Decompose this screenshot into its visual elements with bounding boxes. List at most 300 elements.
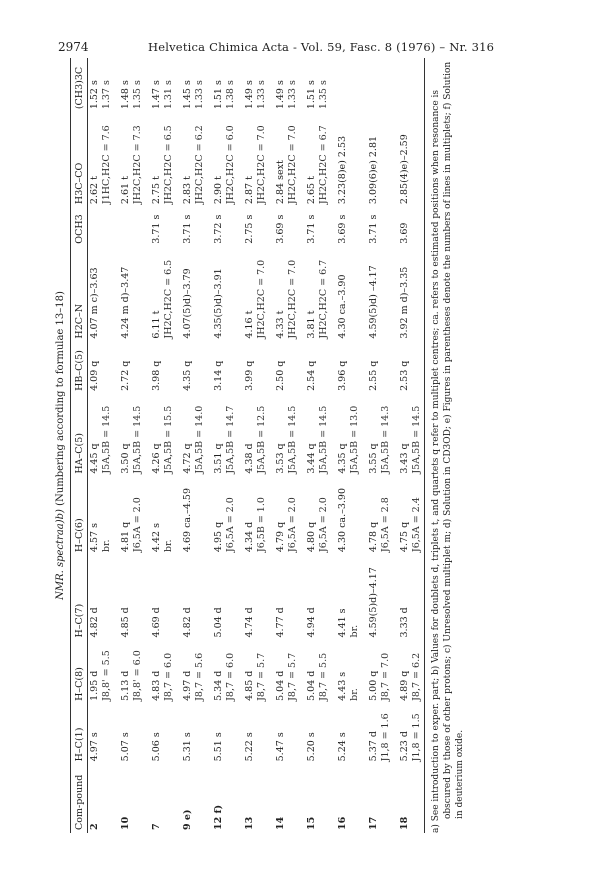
cell-value: 4.26 q (151, 443, 162, 474)
cell-value: 17 (368, 816, 379, 830)
table-cell (88, 207, 115, 247)
table-cell (238, 342, 269, 394)
cell-subvalue: JH2C,H2C = 6.7 (318, 259, 329, 339)
table-cell (393, 641, 425, 704)
table-cell (393, 555, 425, 640)
table-cell (269, 555, 300, 640)
cell-subvalue (194, 210, 206, 244)
table-cell (331, 342, 362, 394)
table-cell (88, 58, 115, 112)
table-cell (393, 247, 425, 342)
cell-subvalue (120, 210, 132, 244)
cell-subvalue: J6,5A = 2.0 (132, 497, 143, 553)
cell-value: 3.71 s (182, 214, 193, 244)
cell-subvalue: J8,7 = 5.7 (287, 652, 298, 701)
cell-subvalue (318, 767, 330, 830)
cell-subvalue (318, 345, 330, 391)
table-cell (176, 247, 207, 342)
table-cell (393, 207, 425, 247)
cell-value: 2 (89, 823, 100, 830)
cell-subvalue (101, 250, 113, 339)
cell-value: 4.43 s (337, 671, 348, 701)
table-cell (393, 112, 425, 207)
cell-subvalue (132, 707, 144, 761)
cell-subvalue: J5A,5B = 14.5 (132, 405, 143, 474)
column-header: HB–C(5) (74, 350, 85, 391)
cell-subvalue (132, 558, 144, 637)
cell-value: 4.35(5)d)–3.91 (213, 268, 224, 339)
cell-value: 4.82 d (89, 607, 100, 638)
cell-value: 4.38 d (244, 443, 255, 474)
table-cell (176, 58, 207, 112)
table-cell (176, 394, 207, 477)
cell-subvalue: J6,5A = 2.0 (287, 497, 298, 553)
table-cell (331, 58, 362, 112)
cell-value: 4.30 ca.–3.90 (337, 488, 348, 553)
cell-subvalue: JH2C,H2C = 7.0 (287, 259, 298, 339)
cell-subvalue (194, 558, 206, 637)
cell-subvalue (132, 767, 144, 830)
table-cell (362, 342, 393, 394)
table-cell (207, 477, 238, 555)
cell-subvalue: J8,7 = 5.5 (318, 652, 329, 701)
table-cell (331, 394, 362, 477)
table-cell (362, 394, 393, 477)
cell-subvalue: J6,5A = 2.8 (380, 497, 391, 553)
cell-subvalue: JH2C,H2C = 6.5 (163, 125, 174, 205)
table-cell (207, 112, 238, 207)
cell-subvalue: br. (349, 624, 360, 638)
cell-subvalue: J5A,5B = 15.5 (163, 405, 174, 474)
cell-value: 5.24 s (337, 732, 348, 762)
table-cell (362, 207, 393, 247)
table-cell (176, 477, 207, 555)
table-cell (114, 58, 145, 112)
cell-subvalue (349, 707, 361, 761)
cell-subvalue (318, 558, 330, 637)
cell-value: 4.07 m c)–3.63 (89, 267, 100, 339)
cell-subvalue (349, 480, 361, 552)
table-cell (114, 247, 145, 342)
table-cell (362, 555, 393, 640)
table-cell (269, 207, 300, 247)
cell-value: 1.47 s (151, 80, 162, 110)
cell-subvalue: J5A,5B = 12.5 (256, 405, 267, 474)
cell-subvalue: br. (349, 688, 360, 701)
cell-subvalue: 1.35 s (132, 80, 143, 110)
table-caption (55, 58, 66, 833)
cell-subvalue: J1,8 = 1.5 (411, 713, 422, 762)
cell-subvalue: J5A,5B = 14.5 (101, 405, 112, 474)
cell-value: 6.11 t (151, 310, 162, 339)
table-cell (176, 641, 207, 704)
table-cell (145, 641, 176, 704)
table-cell (300, 207, 331, 247)
cell-value: 4.35 q (182, 360, 193, 391)
cell-subvalue: J6,5A = 2.4 (411, 497, 422, 553)
table-cell (88, 394, 115, 477)
cell-subvalue: J5A,5B = 14.5 (287, 405, 298, 474)
table-cell (269, 394, 300, 477)
cell-subvalue: 1.33 s (194, 80, 205, 110)
table-cell (300, 58, 331, 112)
cell-value: 5.00 q (368, 670, 379, 701)
cell-subvalue (225, 210, 237, 244)
cell-value: 2.72 q (120, 360, 131, 391)
table-cell (207, 58, 238, 112)
cell-value: 3.98 q (151, 360, 162, 391)
table-cell (88, 641, 115, 704)
table-cell (393, 477, 425, 555)
cell-subvalue (101, 345, 113, 391)
cell-subvalue: JH2C,H2C = 6.0 (225, 125, 236, 205)
table-cell (145, 477, 176, 555)
cell-value: 3.55 q (368, 443, 379, 474)
cell-subvalue: J8,7 = 6.2 (411, 652, 422, 701)
cell-value: 3.71 s (151, 214, 162, 244)
table-cell (238, 207, 269, 247)
cell-value: 4.69 d (151, 607, 162, 638)
table-cell (393, 342, 425, 394)
table-cell (207, 764, 238, 833)
table-cell (362, 641, 393, 704)
cell-value: 4.09 q (89, 360, 100, 391)
cell-value: 3.92 m d)–3.35 (399, 266, 410, 339)
page-number: 2974 (58, 40, 89, 54)
cell-value: 3.71 s (306, 214, 317, 244)
cell-subvalue (411, 210, 423, 244)
table-cell (114, 764, 145, 833)
cell-subvalue (337, 61, 349, 109)
cell-value: 4.83 d (151, 670, 162, 701)
cell-subvalue (256, 767, 268, 830)
cell-subvalue: J1HC,H2C = 7.6 (101, 125, 112, 205)
cell-subvalue (411, 558, 423, 637)
table-cell (114, 207, 145, 247)
table-cell (300, 112, 331, 207)
cell-subvalue: J8,7 = 5.6 (194, 652, 205, 701)
running-head: Helvetica Chimica Acta - Vol. 59, Fasc. 8 (1976) – Nr. 316 (148, 40, 495, 54)
cell-value: 12 f) (213, 804, 224, 830)
cell-subvalue (194, 767, 206, 830)
cell-value: 2.50 q (275, 360, 286, 391)
cell-value: 1.45 s (182, 80, 193, 110)
cell-subvalue (194, 707, 206, 761)
column-header: H2C–N (74, 303, 85, 339)
cell-value: 5.34 d (213, 670, 224, 701)
table-cell (362, 704, 393, 764)
table-cell (362, 764, 393, 833)
cell-value: 4.35 q (337, 443, 348, 474)
table-cell (207, 342, 238, 394)
cell-value: 1.95 d (89, 670, 100, 701)
cell-value: 15 (306, 816, 317, 830)
cell-value: 3.51 q (213, 443, 224, 474)
table-cell (269, 247, 300, 342)
cell-value: 2.85(4)e)–2.59 (399, 134, 410, 205)
cell-subvalue: JH2C,H2C = 7.0 (287, 125, 298, 205)
table-cell (176, 704, 207, 764)
cell-value: 3.50 q (120, 443, 131, 474)
cell-subvalue (399, 61, 411, 109)
cell-value: 2.55 q (368, 360, 379, 391)
cell-value: 2.65 t (306, 176, 317, 205)
cell-value: 2.54 q (306, 360, 317, 391)
cell-value: 9 e) (182, 809, 193, 830)
cell-value: 10 (120, 816, 131, 830)
cell-value: 1.51 s (306, 80, 317, 110)
cell-subvalue: J8,8' = 6.0 (132, 650, 143, 701)
cell-value: 4.33 t (275, 310, 286, 339)
table-cell (207, 207, 238, 247)
cell-subvalue (89, 210, 101, 244)
cell-value: 4.45 q (89, 443, 100, 474)
cell-subvalue: 1.31 s (163, 80, 174, 110)
table-row (300, 58, 331, 833)
cell-subvalue: J6,5A = 2.0 (318, 497, 329, 553)
table-cell (269, 477, 300, 555)
table-row (88, 58, 115, 833)
cell-value: 4.30 ca.–3.90 (337, 274, 348, 339)
cell-value: 4.59(5)d)–4.17 (368, 567, 379, 638)
table-body (88, 58, 425, 833)
table-cell (269, 342, 300, 394)
cell-value: 3.09(6)e) 2.81 (368, 135, 379, 205)
cell-subvalue (287, 707, 299, 761)
cell-subvalue: J8,7 = 5.7 (256, 652, 267, 701)
table-cell (300, 764, 331, 833)
table-cell (145, 394, 176, 477)
cell-subvalue (101, 767, 113, 830)
table-cell (145, 112, 176, 207)
table-cell (145, 704, 176, 764)
table-cell (88, 112, 115, 207)
cell-value: 4.78 q (368, 521, 379, 553)
cell-subvalue (318, 210, 330, 244)
cell-value: 3.43 q (399, 443, 410, 474)
cell-value: 5.31 s (182, 732, 193, 762)
table-footnotes: a) See introduction to exper. part; b) Values for doublets d, triplets t, and quartets q refer to multiplet centres; ca. refers to estimated positions when resonance is obscured by those of other protons; c) Unresolved multiplet m; d) Solution in CD3OD; e) Figures in parentheses denote the numbers of lines in multiplets; f) Solution in deuterium oxide. (431, 61, 465, 833)
cell-subvalue (368, 61, 380, 109)
cell-subvalue (411, 767, 423, 830)
cell-value: 3.99 q (244, 360, 255, 391)
table-cell (362, 112, 393, 207)
cell-subvalue (318, 707, 330, 761)
cell-subvalue (411, 250, 423, 339)
cell-value: 5.06 s (151, 732, 162, 762)
cell-value: 3.69 (399, 222, 410, 244)
cell-subvalue (380, 210, 392, 244)
cell-subvalue (225, 345, 237, 391)
table-cell (238, 555, 269, 640)
cell-value: 4.16 t (244, 310, 255, 339)
cell-value: 4.94 d (306, 607, 317, 638)
cell-subvalue: br. (101, 539, 112, 553)
cell-subvalue: J8,7 = 7.0 (380, 652, 391, 701)
cell-subvalue (287, 345, 299, 391)
cell-value: 2.83 t (182, 176, 193, 205)
table-cell (300, 704, 331, 764)
cell-value: 4.75 q (399, 521, 410, 553)
cell-value: 3.53 q (275, 443, 286, 474)
table-cell (300, 477, 331, 555)
cell-value: 5.23 d (399, 731, 410, 762)
cell-subvalue (101, 707, 113, 761)
table-cell (114, 555, 145, 640)
cell-value: 4.81 q (120, 521, 131, 553)
cell-value: 4.59(5)d) –4.17 (368, 265, 379, 339)
cell-value: 3.14 q (213, 360, 224, 391)
table-cell (207, 704, 238, 764)
table-cell (269, 641, 300, 704)
cell-subvalue (349, 115, 361, 204)
table-cell (331, 555, 362, 640)
table-cell (331, 764, 362, 833)
cell-subvalue: JH2C,H2C = 6.2 (194, 125, 205, 205)
cell-subvalue (163, 558, 175, 637)
cell-value: 3.72 s (213, 214, 224, 244)
cell-subvalue: 1.38 s (225, 80, 236, 110)
table-cell (393, 764, 425, 833)
cell-subvalue (225, 250, 237, 339)
table-cell (269, 704, 300, 764)
cell-value: 5.07 s (120, 732, 131, 762)
caption-title: NMR. spectraa)b) (55, 509, 66, 600)
cell-value: 4.24 m d)–3.47 (120, 266, 131, 339)
cell-value: 4.74 d (244, 607, 255, 638)
cell-subvalue (380, 250, 392, 339)
cell-subvalue: JH2C,H2C = 7.0 (256, 125, 267, 205)
table-cell (145, 247, 176, 342)
column-header: H3C–CO (74, 162, 85, 205)
table-cell (238, 764, 269, 833)
cell-value: 3.33 d (399, 607, 410, 638)
cell-subvalue: J8,7 = 6.0 (225, 652, 236, 701)
cell-value: 4.95 q (213, 521, 224, 553)
cell-value: 16 (337, 816, 348, 830)
cell-subvalue: J1,8 = 1.6 (380, 713, 391, 762)
cell-subvalue (287, 558, 299, 637)
cell-subvalue: J5A,5B = 14.0 (194, 405, 205, 474)
table-cell (176, 342, 207, 394)
table-row (176, 58, 207, 833)
cell-subvalue: J5A,5B = 14.3 (380, 405, 391, 474)
table-cell (331, 207, 362, 247)
cell-subvalue: J5A,5B = 14.5 (318, 405, 329, 474)
cell-subvalue (225, 558, 237, 637)
cell-value: 4.89 q (399, 670, 410, 701)
column-header: H–C(8) (74, 667, 85, 701)
cell-subvalue (225, 767, 237, 830)
column-header: H–C(1) (74, 727, 85, 762)
table-cell (238, 704, 269, 764)
cell-subvalue (287, 767, 299, 830)
cell-subvalue (132, 250, 144, 339)
table-cell (331, 247, 362, 342)
cell-subvalue: 1.35 s (318, 80, 329, 110)
cell-subvalue: JH2C,H2C = 6.5 (163, 259, 174, 339)
table-cell (114, 704, 145, 764)
table-cell (300, 555, 331, 640)
cell-value: 2.84 sext (275, 160, 286, 205)
cell-subvalue: JH2C,H2C = 6.7 (318, 125, 329, 205)
cell-subvalue: JH2C,H2C = 7.0 (256, 259, 267, 339)
cell-value: 5.04 d (213, 607, 224, 638)
table-cell (393, 704, 425, 764)
table-cell (207, 555, 238, 640)
cell-value: 1.49 s (244, 80, 255, 110)
cell-value: 5.47 s (275, 732, 286, 762)
table-cell (176, 207, 207, 247)
table-cell (300, 641, 331, 704)
table-cell (114, 641, 145, 704)
table-cell (362, 58, 393, 112)
cell-subvalue (163, 707, 175, 761)
table-cell (145, 58, 176, 112)
table-cell (145, 555, 176, 640)
cell-value: 2.87 t (244, 176, 255, 205)
cell-value: 2.62 t (89, 176, 100, 205)
cell-value: 4.97 d (182, 670, 193, 701)
table-cell (176, 112, 207, 207)
cell-value: 4.82 d (182, 607, 193, 638)
cell-value: 13 (244, 816, 255, 830)
cell-value: 4.42 s (151, 523, 162, 553)
table-cell (331, 641, 362, 704)
table-cell (331, 477, 362, 555)
cell-value: 4.79 q (275, 521, 286, 553)
cell-subvalue (349, 345, 361, 391)
cell-subvalue (256, 345, 268, 391)
table-cell (238, 58, 269, 112)
table-cell (88, 764, 115, 833)
table-row (393, 58, 425, 833)
cell-value: 2.75 t (151, 176, 162, 205)
cell-subvalue (194, 250, 206, 339)
cell-value: 2.53 q (399, 360, 410, 391)
table-cell (207, 247, 238, 342)
cell-subvalue (411, 115, 423, 204)
table-cell (114, 477, 145, 555)
cell-subvalue (287, 210, 299, 244)
cell-value: 5.04 d (306, 670, 317, 701)
table-cell (238, 641, 269, 704)
cell-subvalue: JH2C,H2C = 7.3 (132, 125, 143, 205)
table-cell (114, 342, 145, 394)
table-cell (145, 207, 176, 247)
table-cell (114, 394, 145, 477)
table-cell (300, 247, 331, 342)
table-row (207, 58, 238, 833)
cell-subvalue (101, 558, 113, 637)
table-cell (238, 112, 269, 207)
cell-value: 4.07(5)d)–3.79 (182, 268, 193, 339)
table-cell (300, 342, 331, 394)
cell-subvalue (163, 345, 175, 391)
cell-value: 14 (275, 816, 286, 830)
cell-value: 4.80 q (306, 521, 317, 553)
cell-subvalue (256, 210, 268, 244)
table-cell (362, 247, 393, 342)
table-row (362, 58, 393, 833)
cell-subvalue (132, 345, 144, 391)
cell-subvalue (380, 345, 392, 391)
cell-value: 4.69 ca.–4.59 (182, 488, 193, 553)
table-cell (331, 112, 362, 207)
cell-value: 4.85 d (244, 670, 255, 701)
cell-value: 1.51 s (213, 80, 224, 110)
table-cell (88, 247, 115, 342)
